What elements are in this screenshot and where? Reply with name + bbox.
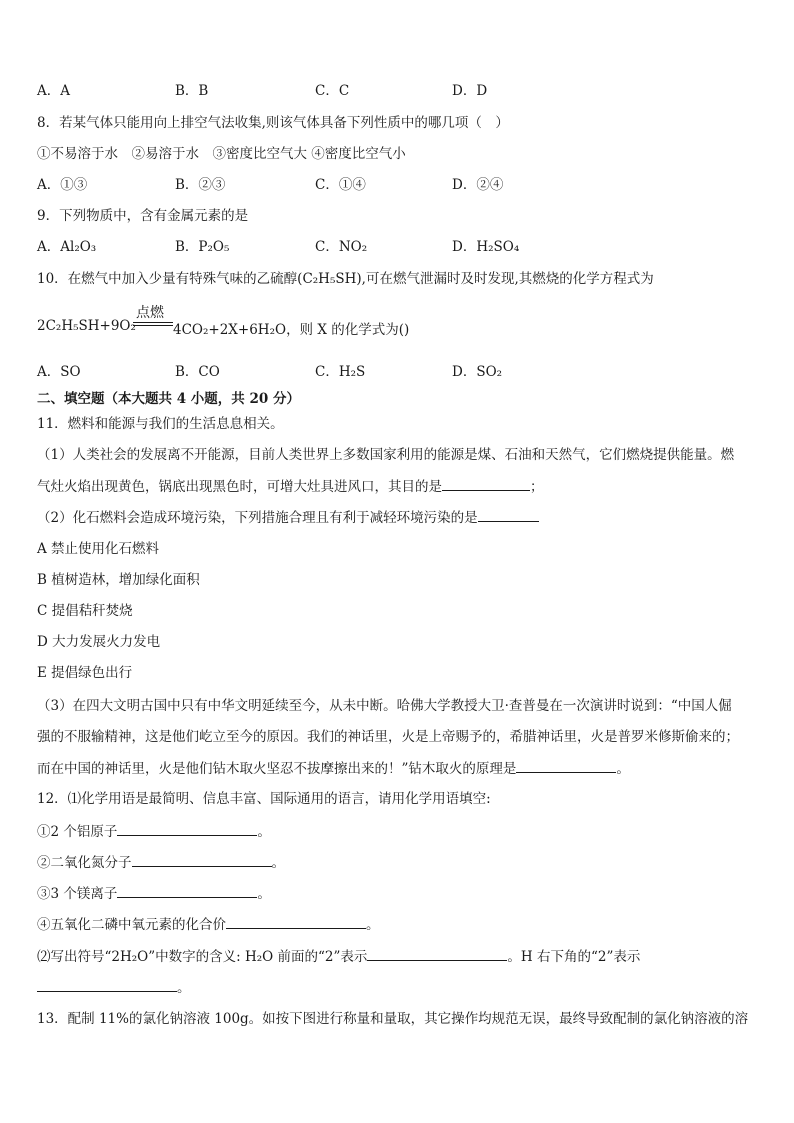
q10-option-b: B．CO xyxy=(175,364,220,380)
q12-item-end: 。 xyxy=(271,855,285,871)
q11-choice-e: E 提倡绿色出行 xyxy=(37,665,133,681)
q12-stem: 12．⑴化学用语是最简明、信息丰富、国际通用的语言，请用化学用语填空: xyxy=(37,791,491,807)
q8-properties: ①不易溶于水 ②易溶于水 ③密度比空气大 ④密度比空气小 xyxy=(37,146,406,162)
equation-reactants: 2C₂H₅SH+9O₂ xyxy=(37,318,136,334)
answer-blank[interactable] xyxy=(516,759,616,773)
q11-part1-line2 xyxy=(37,477,544,496)
answer-blank[interactable] xyxy=(37,978,177,992)
q11-choice-d: D 大力发展火力发电 xyxy=(37,634,161,650)
q9-option-d: D．H₂SO₄ xyxy=(452,239,520,255)
q12-item-4 xyxy=(37,915,380,934)
q8-option-b: B．②③ xyxy=(175,177,226,193)
q7-options xyxy=(37,82,597,100)
q8-option-c: C．①④ xyxy=(315,177,366,193)
answer-blank[interactable] xyxy=(117,822,257,836)
q11-part3-line2: 强的不服输精神，这是他们屹立至今的原因。我们的神话里，火是上帝赐予的，希腊神话里，火是普罗米修斯偷来的； xyxy=(37,729,739,745)
q12-part2-end: 。 xyxy=(177,980,191,996)
q12-item-3 xyxy=(37,884,271,903)
q9-option-b: B．P₂O₅ xyxy=(175,239,230,255)
q7-option-d: D．D xyxy=(452,83,488,99)
q8-option-d: D．②④ xyxy=(452,177,504,193)
q11-choice-a: A 禁止使用化石燃料 xyxy=(37,541,160,557)
q11-part2-text: （2）化石燃料会造成环境污染，下列措施合理且有利于减轻环境污染的是 xyxy=(37,510,478,526)
answer-blank[interactable] xyxy=(117,884,257,898)
q11-part3-end: 。 xyxy=(616,761,630,777)
q11-part3-line1: （3）在四大文明古国中只有中华文明延续至今，从未中断。哈佛大学教授大卫·查普曼在一次演讲时说到：“中国人倔 xyxy=(37,698,732,714)
equation-products: 4CO₂+2X+6H₂O，则 X 的化学式为() xyxy=(173,322,410,338)
answer-blank[interactable] xyxy=(442,477,530,491)
q12-item-2-text: ②二氧化氮分子 xyxy=(37,855,132,871)
q9-stem: 9．下列物质中，含有金属元素的是 xyxy=(37,208,249,224)
q10-equation xyxy=(37,302,437,342)
q7-option-a: A．A xyxy=(37,83,70,99)
q12-item-1 xyxy=(37,822,271,841)
q11-part1-line1: （1）人类社会的发展离不开能源，目前人类世界上多数国家利用的能源是煤、石油和天然气，它们燃烧提供能量。燃 xyxy=(37,447,735,463)
q11-part1-text: 气灶火焰出现黄色，锅底出现黑色时，可增大灶具进风口，其目的是 xyxy=(37,479,442,495)
equation-sign xyxy=(133,322,173,323)
q12-part2 xyxy=(37,947,640,966)
answer-blank[interactable] xyxy=(367,947,507,961)
section-title: 二、填空题（本大题共 4 小题，共 20 分） xyxy=(37,391,300,407)
q9-option-c: C．NO₂ xyxy=(315,239,368,255)
q12-item-4-text: ④五氧化二磷中氧元素的化合价 xyxy=(37,917,226,933)
answer-blank[interactable] xyxy=(226,915,366,929)
q8-options xyxy=(37,176,597,194)
q11-part3-line3 xyxy=(37,759,630,778)
q12-part2-cont xyxy=(37,978,191,997)
q10-option-c: C．H₂S xyxy=(315,364,366,380)
answer-blank[interactable] xyxy=(132,853,272,867)
q11-choice-c: C 提倡秸秆焚烧 xyxy=(37,603,133,619)
q12-item-end: 。 xyxy=(257,886,271,902)
q12-item-3-text: ③3 个镁离子 xyxy=(37,886,118,902)
q8-option-a: A．①③ xyxy=(37,177,88,193)
q13-stem: 13．配制 11%的氯化钠溶液 100g。如按下图进行称量和量取，其它操作均规范无误，最终导致配制的氯化钠溶液的溶 xyxy=(37,1011,749,1027)
answer-blank[interactable] xyxy=(478,508,539,522)
q9-options xyxy=(37,238,597,256)
q11-part2 xyxy=(37,508,539,527)
q12-item-1-text: ①2 个铝原子 xyxy=(37,824,118,840)
q11-part3-text: 而在中国的神话里，火是他们钻木取火坚忍不拔摩擦出来的！”钻木取火的原理是 xyxy=(37,761,517,777)
q12-item-2 xyxy=(37,853,285,872)
q8-stem: 8．若某气体只能用向上排空气法收集,则该气体具备下列性质中的哪几项（ ） xyxy=(37,115,509,131)
q10-options xyxy=(37,363,597,381)
q11-choice-b: B 植树造林，增加绿化面积 xyxy=(37,572,200,588)
q11-stem: 11．燃料和能源与我们的生活息息相关。 xyxy=(37,416,284,432)
q10-stem: 10．在燃气中加入少量有特殊气味的乙硫醇(C₂H₅SH),可在燃气泄漏时及时发现,其燃烧的化学方程式为 xyxy=(37,271,654,287)
q7-option-c: C．C xyxy=(315,83,350,99)
q12-part2-text1: ⑵写出符号“2H₂O”中数字的含义: H₂O 前面的“2”表示 xyxy=(37,949,368,965)
q11-part1-end: ； xyxy=(530,479,544,495)
q12-item-end: 。 xyxy=(257,824,271,840)
q7-option-b: B．B xyxy=(175,83,209,99)
equation-sign-lower xyxy=(133,325,173,326)
q12-part2-text2: 。H 右下角的“2”表示 xyxy=(507,949,641,965)
q9-option-a: A．Al₂O₃ xyxy=(37,239,97,255)
q12-item-end: 。 xyxy=(366,917,380,933)
q10-option-d: D．SO₂ xyxy=(452,364,503,380)
q10-option-a: A．SO xyxy=(37,364,81,380)
reaction-condition: 点燃 xyxy=(136,305,164,321)
